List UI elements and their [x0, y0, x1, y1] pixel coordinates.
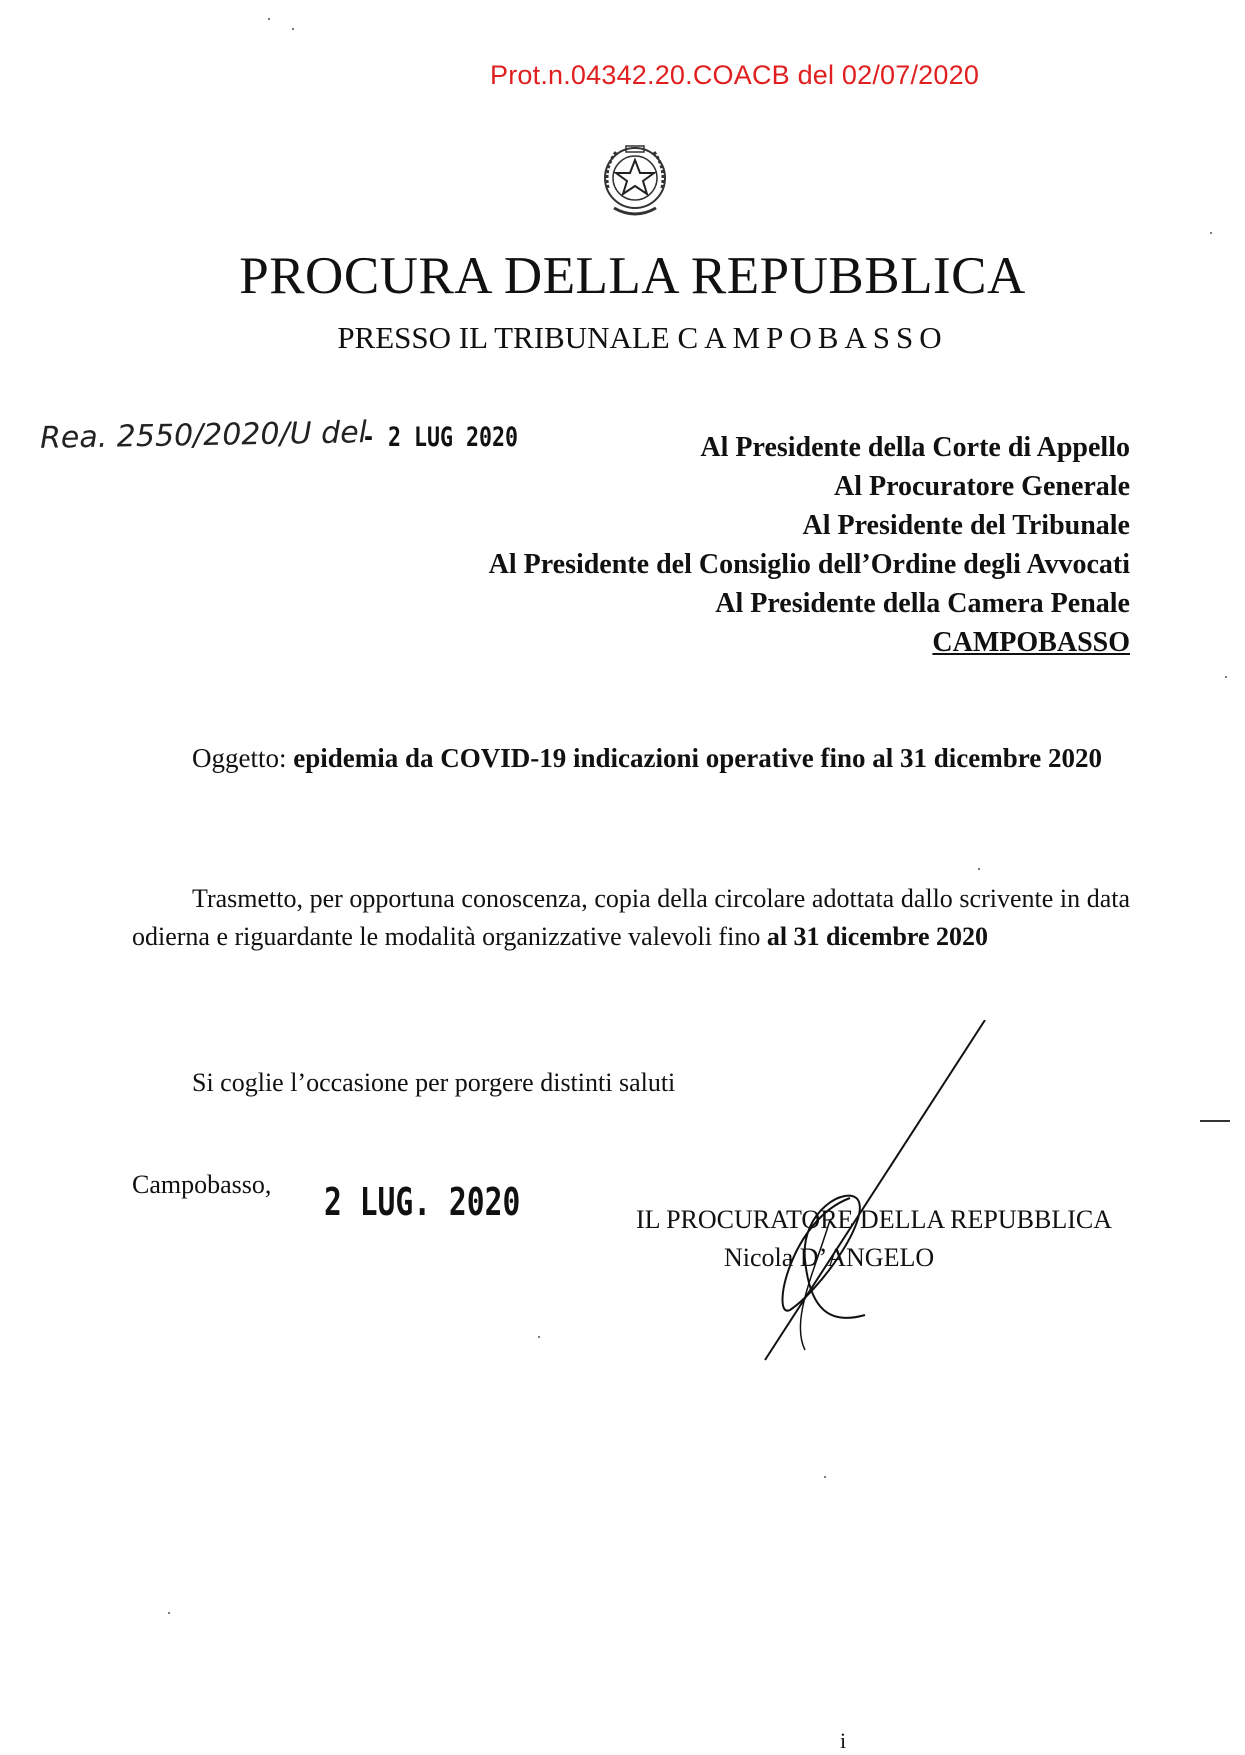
body-emphasis: al 31 dicembre 2020 — [766, 922, 989, 951]
scan-speck — [168, 1612, 170, 1614]
page-title: PROCURA DELLA REPUBBLICA — [239, 247, 1026, 305]
subtitle-prefix: PRESSO IL TRIBUNALE — [337, 320, 670, 355]
scan-speck — [538, 1336, 540, 1338]
scan-speck — [1210, 232, 1212, 234]
signatory-role: IL PROCURATORE DELLA REPUBBLICA — [636, 1205, 1112, 1234]
body-paragraph — [132, 880, 1130, 956]
handwritten-signature — [730, 1020, 990, 1380]
recipients-block — [489, 428, 1130, 662]
handwritten-reference: Rea. 2550/2020/U del — [39, 415, 368, 456]
body-text: Trasmetto, per opportuna conoscenza, copia della circolare adottata dallo scrivente in data odierna e riguardante le modalità organizzative valevoli fino — [132, 884, 1130, 951]
page-marker: i — [840, 1728, 847, 1753]
scan-speck — [978, 868, 980, 870]
page-subtitle — [0, 320, 1245, 356]
republic-emblem-icon — [596, 138, 674, 222]
scan-speck — [1225, 676, 1227, 678]
subtitle-city: CAMPOBASSO — [677, 320, 948, 355]
scan-mark — [1200, 1120, 1230, 1122]
recipient-line: Al Presidente della Camera Penale — [715, 588, 1130, 619]
recipient-line: Al Procuratore Generale — [834, 471, 1130, 502]
subject-text: epidemia da COVID-19 indicazioni operative fino al 31 dicembre 2020 — [293, 743, 1102, 773]
recipient-line: Al Presidente del Consiglio dell’Ordine degli Avvocati — [488, 549, 1130, 580]
scan-speck — [268, 18, 270, 20]
subject-label: Oggetto: — [192, 743, 287, 773]
closing-date-stamp: 2 LUG. 2020 — [324, 1180, 521, 1224]
subject-line — [132, 738, 1130, 778]
signatory-name: Nicola D’ANGELO — [724, 1243, 935, 1272]
reference-date-stamp: - 2 LUG 2020 — [362, 422, 519, 453]
protocol-stamp: Prot.n.04342.20.COACB del 02/07/2020 — [490, 60, 980, 90]
recipient-line: Al Presidente della Corte di Appello — [700, 432, 1130, 463]
recipients-city: CAMPOBASSO — [932, 627, 1130, 658]
greeting: Si coglie l’occasione per porgere distinti saluti — [192, 1068, 676, 1097]
closing-place: Campobasso, — [132, 1170, 272, 1199]
scan-speck — [292, 28, 294, 30]
scan-speck — [824, 1476, 826, 1478]
recipient-line: Al Presidente del Tribunale — [802, 510, 1130, 541]
